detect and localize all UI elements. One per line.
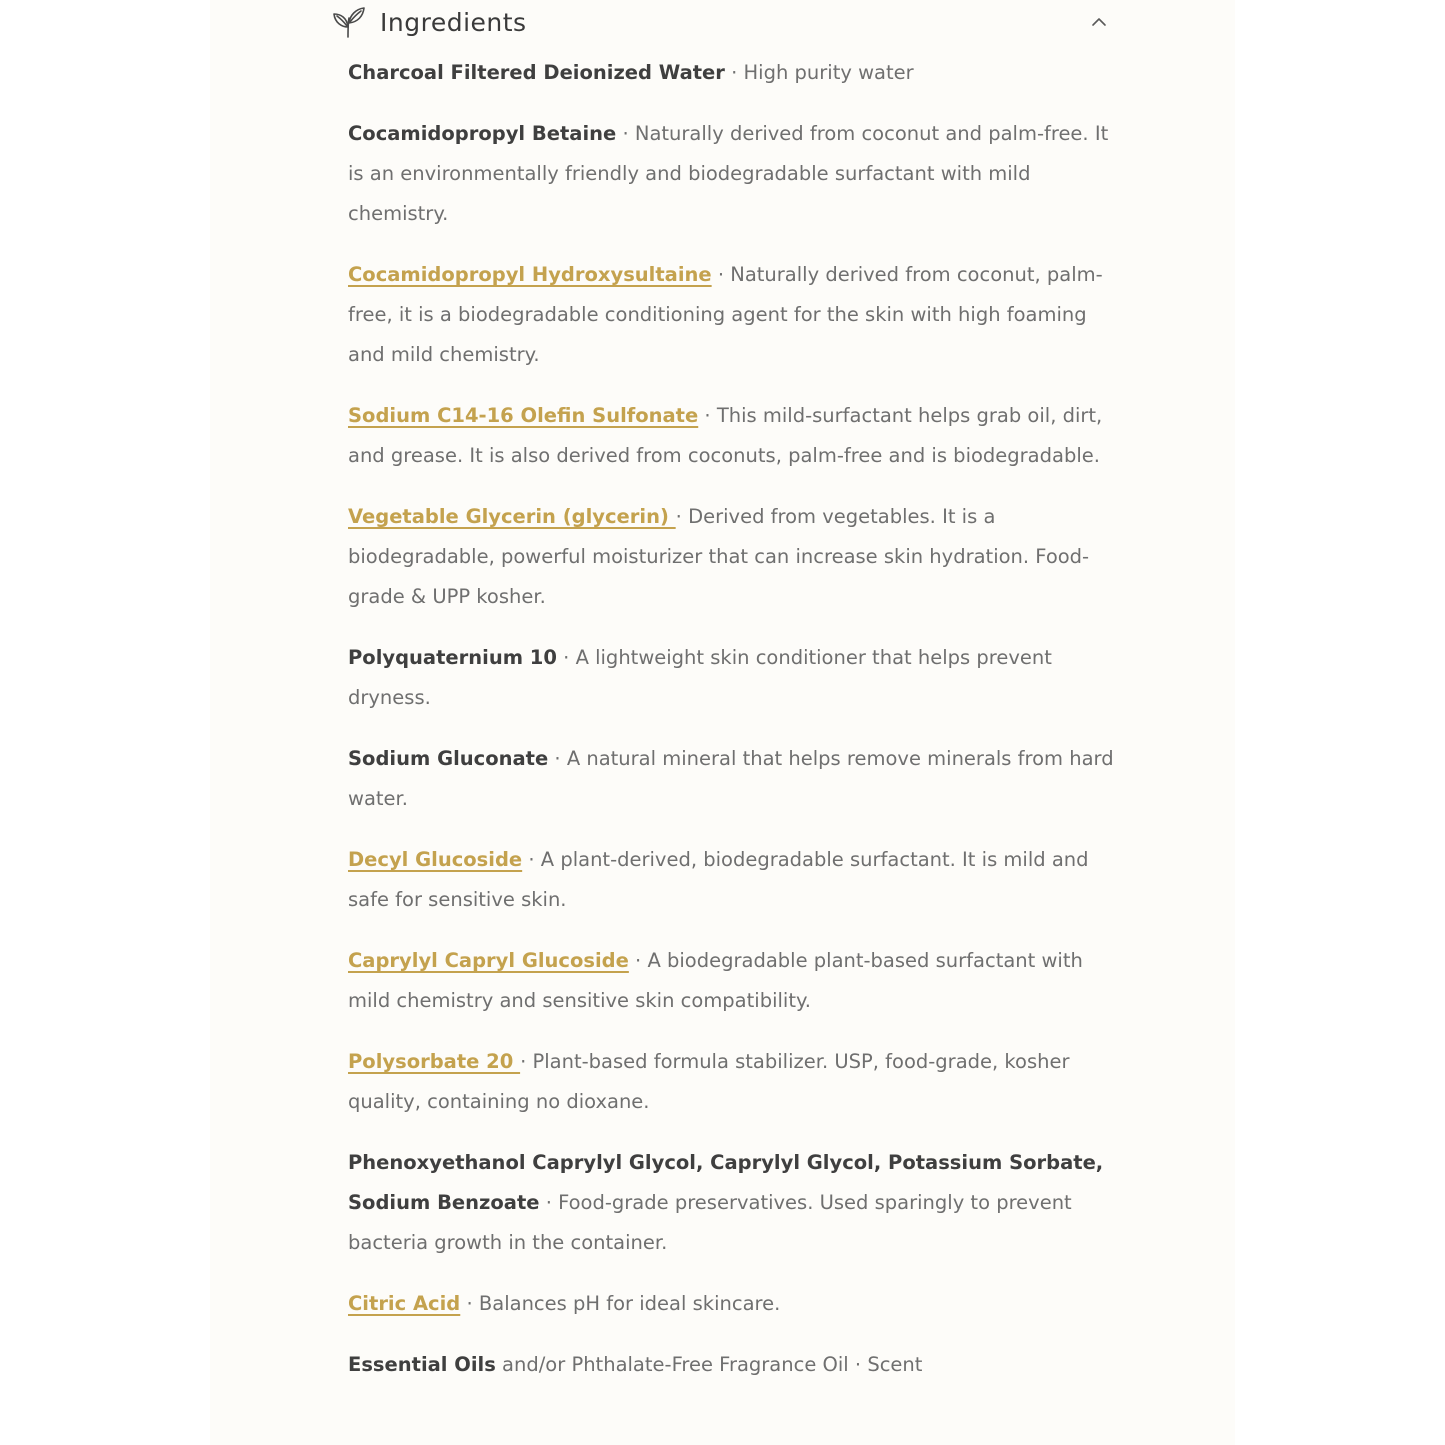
- ingredient-item: [348, 497, 1120, 617]
- ingredient-description: Balances pH for ideal skincare.: [478, 1292, 781, 1315]
- ingredient-name: Polyquaternium 10: [348, 646, 557, 669]
- ingredient-description: Plant-based formula stabilizer. USP, food-grade, kosher quality, containing no dioxane.: [348, 1050, 1070, 1113]
- ingredients-list: [348, 53, 1120, 1406]
- ingredient-separator: ·: [548, 747, 567, 770]
- ingredient-item: [348, 53, 1120, 93]
- ingredient-name: Charcoal Filtered Deionized Water: [348, 61, 725, 84]
- ingredient-link[interactable]: Citric Acid: [348, 1292, 461, 1315]
- ingredient-link[interactable]: Sodium C14-16 Olefin Sulfonate: [348, 404, 699, 427]
- ingredient-description: Naturally derived from coconut and palm-free. It is an environmentally friendly and biodegradable surfactant with mild chemistry.: [348, 122, 1109, 225]
- ingredient-separator: ·: [520, 1050, 533, 1073]
- ingredient-description: Naturally derived from coconut, palm-free, it is a biodegradable conditioning agent for the skin with high foaming and mild chemistry.: [348, 263, 1103, 366]
- ingredient-item: [348, 114, 1120, 234]
- ingredient-separator: ·: [724, 61, 744, 84]
- ingredient-item: [348, 739, 1120, 819]
- ingredient-description: A natural mineral that helps remove minerals from hard water.: [348, 747, 1114, 810]
- ingredient-name: Cocamidopropyl Betaine: [348, 122, 617, 145]
- ingredient-description: A plant-derived, biodegradable surfactant. It is mild and safe for sensitive skin.: [348, 848, 1089, 911]
- ingredient-item: [348, 255, 1120, 375]
- ingredient-description: High purity water: [743, 61, 914, 84]
- ingredient-separator: ·: [628, 949, 648, 972]
- leaf-icon: [332, 5, 366, 39]
- ingredient-item: [348, 1345, 1120, 1385]
- ingredient-separator: ·: [675, 505, 689, 528]
- ingredient-item: [348, 1143, 1120, 1263]
- ingredient-separator: ·: [711, 263, 731, 286]
- ingredient-description: Derived from vegetables. It is a biodegradable, powerful moisturizer that can increase skin hydration. Food-grade & UPP kosher.: [348, 505, 1090, 608]
- ingredient-item: [348, 840, 1120, 920]
- ingredient-name: Essential Oils: [348, 1353, 496, 1376]
- ingredient-name: Phenoxyethanol Caprylyl Glycol, Caprylyl Glycol, Potassium Sorbate, Sodium Benzoate: [348, 1151, 1104, 1214]
- ingredient-link[interactable]: Caprylyl Capryl Glucoside: [348, 949, 629, 972]
- ingredient-separator: ·: [539, 1191, 559, 1214]
- ingredient-separator: ·: [848, 1353, 868, 1376]
- ingredients-accordion-header[interactable]: [332, 0, 1114, 44]
- ingredient-description: A lightweight skin conditioner that helps prevent dryness.: [348, 646, 1052, 709]
- accordion-title: Ingredients: [380, 7, 527, 37]
- ingredient-description: This mild-surfactant helps grab oil, dirt, and grease. It is also derived from coconuts, palm-free and is biodegradable.: [348, 404, 1103, 467]
- ingredient-separator: ·: [460, 1292, 479, 1315]
- ingredient-separator: ·: [616, 122, 635, 145]
- ingredient-link[interactable]: Vegetable Glycerin (glycerin): [348, 505, 676, 528]
- ingredient-extra: and/or Phthalate-Free Fragrance Oil: [495, 1353, 849, 1376]
- ingredient-separator: ·: [556, 646, 576, 669]
- ingredient-name: Sodium Gluconate: [348, 747, 549, 770]
- ingredient-link[interactable]: Cocamidopropyl Hydroxysultaine: [348, 263, 712, 286]
- ingredient-description: A biodegradable plant-based surfactant with mild chemistry and sensitive skin compatibility.: [348, 949, 1083, 1012]
- ingredient-description: Scent: [867, 1353, 923, 1376]
- ingredient-item: [348, 396, 1120, 476]
- ingredient-link[interactable]: Decyl Glucoside: [348, 848, 523, 871]
- ingredient-item: [348, 1042, 1120, 1122]
- ingredient-link[interactable]: Polysorbate 20: [348, 1050, 521, 1073]
- ingredient-item: [348, 638, 1120, 718]
- ingredient-item: [348, 1284, 1120, 1324]
- chevron-up-icon[interactable]: [1090, 13, 1108, 31]
- ingredient-description: Food-grade preservatives. Used sparingly to prevent bacteria growth in the container.: [348, 1191, 1072, 1254]
- ingredient-separator: ·: [522, 848, 541, 871]
- ingredient-separator: ·: [698, 404, 717, 427]
- ingredient-item: [348, 941, 1120, 1021]
